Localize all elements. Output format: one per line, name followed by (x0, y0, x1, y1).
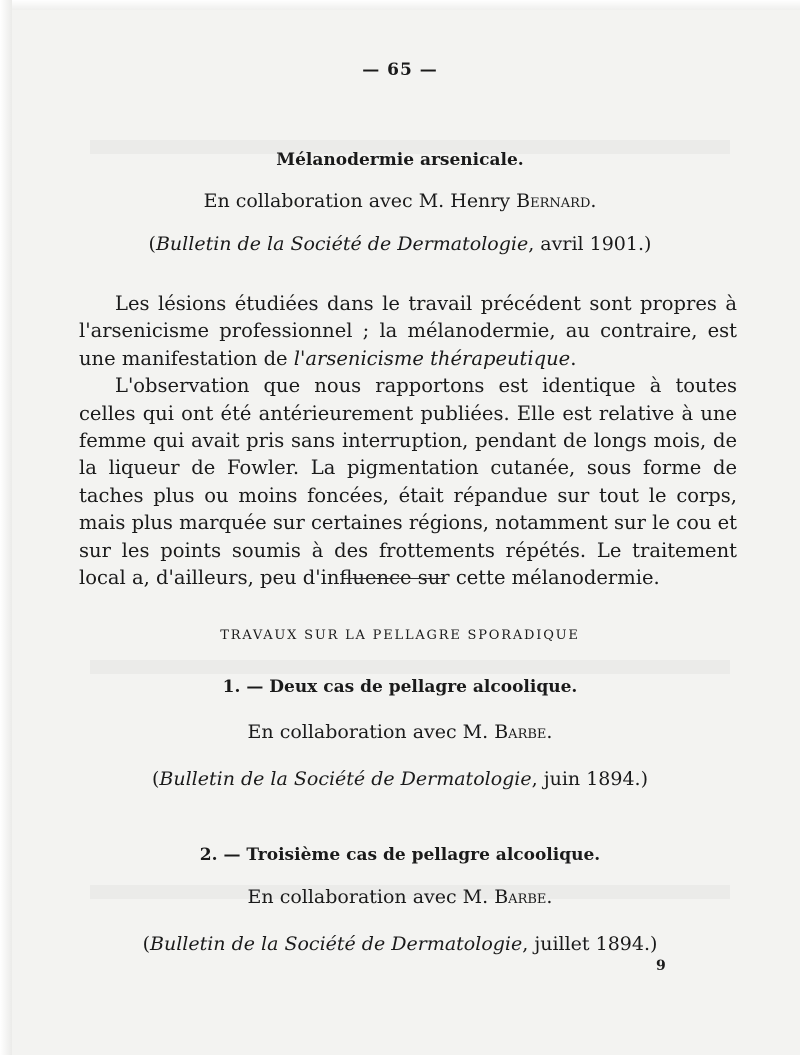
bulletin-journal: Bulletin de la Société de Dermatologie (159, 768, 532, 790)
collaboration-line (60, 190, 740, 212)
bulletin-reference (60, 768, 740, 790)
collaboration-line (60, 721, 740, 743)
article-title: 2. — Troisième cas de pellagre alcoolique. (199, 845, 601, 865)
bulletin-open-paren: ( (148, 233, 156, 255)
bulletin-journal: Bulletin de la Société de Dermatologie (150, 933, 523, 955)
collab-prefix: En collaboration avec M. (247, 886, 495, 908)
bulletin-date: , avril 1901.) (528, 233, 652, 255)
page-number: — 65 — (362, 60, 438, 80)
article-body (79, 290, 737, 591)
bulletin-date: , juillet 1894.) (522, 933, 658, 955)
page-top-edge (0, 0, 800, 10)
bulletin-open-paren: ( (151, 768, 160, 790)
collab-name: Bernard (516, 190, 591, 212)
bleed-through-shadow (90, 660, 730, 674)
bulletin-reference (60, 933, 740, 955)
paragraph-italic-text: l'arsenicisme thérapeutique (293, 346, 571, 370)
bulletin-open-paren: ( (142, 933, 150, 955)
paragraph (79, 290, 737, 372)
collab-suffix: . (590, 190, 597, 212)
article-title: Mélanodermie arsenicale. (276, 150, 524, 170)
collab-name: Barbe (494, 886, 547, 908)
collab-prefix: En collaboration avec M. Henry (203, 190, 517, 212)
paragraph-text: . (570, 346, 577, 370)
section-heading: TRAVAUX SUR LA PELLAGRE SPORADIQUE (220, 628, 580, 643)
page-left-edge (0, 0, 12, 1055)
signature-mark: 9 (656, 958, 666, 974)
collab-suffix: . (546, 886, 553, 908)
collab-name: Barbe (494, 721, 547, 743)
collaboration-line (60, 886, 740, 908)
bulletin-reference (60, 233, 740, 255)
paragraph: L'observation que nous rapportons est identique à toutes celles qui ont été antérieurement publiées. Elle est relative à une femme qui avait pris sans interruption, pendant de longs mois, de la liqueur de Fowler. La pigmentation cutanée, sous forme de taches plus ou moins foncées, était répandue sur tout le corps, mais plus marquée sur certaines régions, notamment sur le cou et sur les points soumis à des frottements répétés. Le traitement local a, d'ailleurs, peu d'influence sur cette mélanodermie. (79, 374, 737, 590)
paragraph-text: Les lésions étudiées dans le travail précédent sont propres à l'arsenicisme professionnel ; la mélanodermie, au contraire, est une manifestation de (79, 292, 737, 370)
section-divider (343, 578, 445, 579)
collab-prefix: En collaboration avec M. (247, 721, 495, 743)
bulletin-date: , juin 1894.) (531, 768, 649, 790)
article-title: 1. — Deux cas de pellagre alcoolique. (222, 677, 578, 697)
bulletin-journal: Bulletin de la Société de Dermatologie (155, 233, 529, 255)
collab-suffix: . (546, 721, 553, 743)
